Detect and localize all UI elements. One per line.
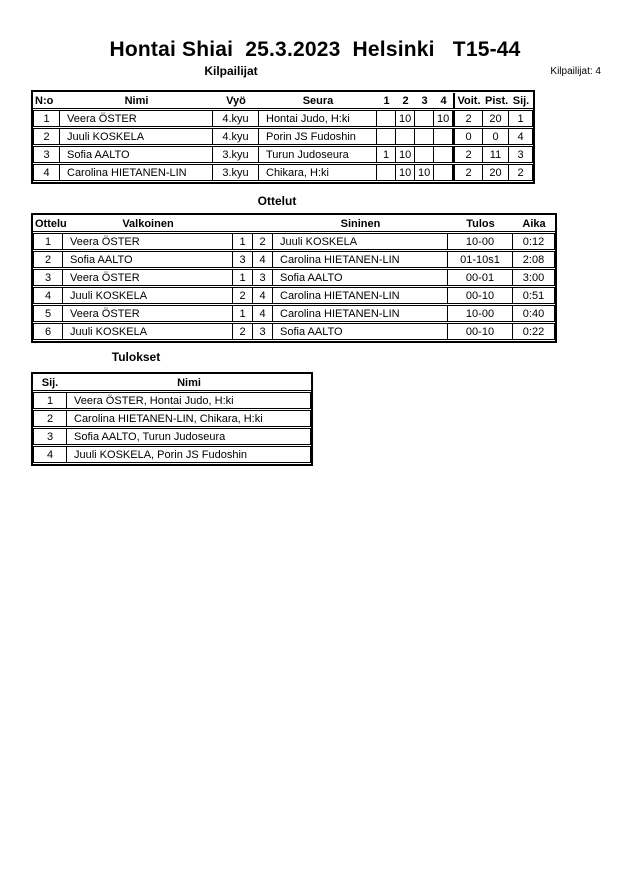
match-number: 6 <box>33 323 63 340</box>
score-vs-4 <box>434 128 453 145</box>
final-competitor: Carolina HIETANEN-LIN, Chikara, H:ki <box>67 410 311 427</box>
white-competitor: Sofia AALTO <box>63 251 233 268</box>
score-vs-3 <box>415 128 434 145</box>
competitor-belt: 3.kyu <box>213 146 259 163</box>
competitors-header-row <box>33 93 533 109</box>
table-row <box>33 410 311 427</box>
score-vs-3 <box>415 110 434 127</box>
competitor-number: 3 <box>33 146 60 163</box>
table-row <box>33 269 555 286</box>
table-row <box>33 128 533 145</box>
score-vs-1 <box>377 110 396 127</box>
final-placement: 1 <box>33 392 67 409</box>
placement: 2 <box>509 164 533 181</box>
competitor-count: Kilpailijat: 4 <box>550 66 601 77</box>
header-blue-number <box>253 216 273 232</box>
match-time: 3:00 <box>513 269 555 286</box>
match-time: 0:40 <box>513 305 555 322</box>
placement: 1 <box>509 110 533 127</box>
final-placement: 4 <box>33 446 67 463</box>
table-row <box>33 146 533 163</box>
match-number: 3 <box>33 269 63 286</box>
wins: 2 <box>453 110 483 127</box>
table-row <box>33 164 533 181</box>
white-number: 2 <box>233 287 253 304</box>
wins: 0 <box>453 128 483 145</box>
blue-number: 4 <box>253 251 273 268</box>
white-number: 2 <box>233 323 253 340</box>
match-result: 01-10s1 <box>448 251 513 268</box>
competitor-number: 4 <box>33 164 60 181</box>
final-placement: 3 <box>33 428 67 445</box>
results-table <box>31 372 313 466</box>
table-row <box>33 446 311 463</box>
match-result: 00-10 <box>448 287 513 304</box>
final-placement: 2 <box>33 410 67 427</box>
score-vs-4 <box>434 164 453 181</box>
header-nimi: Nimi <box>60 93 213 109</box>
points: 20 <box>483 110 509 127</box>
match-number: 5 <box>33 305 63 322</box>
header-sij: Sij. <box>33 375 67 391</box>
match-time: 0:22 <box>513 323 555 340</box>
final-competitor: Juuli KOSKELA, Porin JS Fudoshin <box>67 446 311 463</box>
header-pist: Pist. <box>483 93 509 109</box>
score-vs-1: 1 <box>377 146 396 163</box>
blue-number: 2 <box>253 233 273 250</box>
points: 11 <box>483 146 509 163</box>
header-ottelu: Ottelu <box>33 216 63 232</box>
wins: 2 <box>453 164 483 181</box>
results-header-row <box>33 375 311 391</box>
score-vs-2 <box>396 128 415 145</box>
white-number: 1 <box>233 305 253 322</box>
competitors-table <box>31 90 535 184</box>
match-time: 2:08 <box>513 251 555 268</box>
header-aika: Aika <box>513 216 555 232</box>
competitor-belt: 4.kyu <box>213 110 259 127</box>
blue-competitor: Sofia AALTO <box>273 269 448 286</box>
competitor-belt: 4.kyu <box>213 128 259 145</box>
header-valkoinen: Valkoinen <box>63 216 233 232</box>
matches-header-row <box>33 216 555 232</box>
competitor-name: Sofia AALTO <box>60 146 213 163</box>
points: 0 <box>483 128 509 145</box>
blue-competitor: Juuli KOSKELA <box>273 233 448 250</box>
competitor-name: Veera ÖSTER <box>60 110 213 127</box>
blue-competitor: Sofia AALTO <box>273 323 448 340</box>
blue-number: 4 <box>253 287 273 304</box>
white-competitor: Veera ÖSTER <box>63 305 233 322</box>
match-time: 0:12 <box>513 233 555 250</box>
header-white-number <box>233 216 253 232</box>
header-voit: Voit. <box>453 93 483 109</box>
match-result: 00-10 <box>448 323 513 340</box>
header-round-3: 3 <box>415 93 434 109</box>
table-row <box>33 287 555 304</box>
blue-number: 3 <box>253 269 273 286</box>
match-number: 4 <box>33 287 63 304</box>
blue-competitor: Carolina HIETANEN-LIN <box>273 251 448 268</box>
competitor-name: Carolina HIETANEN-LIN <box>60 164 213 181</box>
header-vyo: Vyö <box>213 93 259 109</box>
competitor-number: 1 <box>33 110 60 127</box>
white-number: 1 <box>233 233 253 250</box>
white-competitor: Juuli KOSKELA <box>63 287 233 304</box>
match-result: 10-00 <box>448 233 513 250</box>
header-round-2: 2 <box>396 93 415 109</box>
match-time: 0:51 <box>513 287 555 304</box>
blue-number: 4 <box>253 305 273 322</box>
final-competitor: Veera ÖSTER, Hontai Judo, H:ki <box>67 392 311 409</box>
matches-table <box>31 213 557 343</box>
competitor-club: Porin JS Fudoshin <box>259 128 377 145</box>
score-vs-2: 10 <box>396 164 415 181</box>
placement: 4 <box>509 128 533 145</box>
header-sij: Sij. <box>509 93 533 109</box>
points: 20 <box>483 164 509 181</box>
competitor-number: 2 <box>33 128 60 145</box>
header-tulos: Tulos <box>448 216 513 232</box>
blue-competitor: Carolina HIETANEN-LIN <box>273 305 448 322</box>
white-number: 3 <box>233 251 253 268</box>
table-row <box>33 392 311 409</box>
tournament-title: Hontai Shiai 25.3.2023 Helsinki T15-44 <box>109 38 521 61</box>
table-row <box>33 305 555 322</box>
table-row <box>33 323 555 340</box>
competitor-club: Turun Judoseura <box>259 146 377 163</box>
header-round-1: 1 <box>377 93 396 109</box>
match-number: 1 <box>33 233 63 250</box>
blue-competitor: Carolina HIETANEN-LIN <box>273 287 448 304</box>
competitors-section-title: Kilpailijat <box>204 64 258 78</box>
competitor-belt: 3.kyu <box>213 164 259 181</box>
header-round-4: 4 <box>434 93 453 109</box>
header-nimi: Nimi <box>67 375 311 391</box>
header-no: N:o <box>33 93 60 109</box>
match-number: 2 <box>33 251 63 268</box>
match-result: 10-00 <box>448 305 513 322</box>
competitor-name: Juuli KOSKELA <box>60 128 213 145</box>
table-row <box>33 233 555 250</box>
white-competitor: Juuli KOSKELA <box>63 323 233 340</box>
table-row <box>33 428 311 445</box>
match-result: 00-01 <box>448 269 513 286</box>
white-competitor: Veera ÖSTER <box>63 233 233 250</box>
table-row <box>33 251 555 268</box>
white-competitor: Veera ÖSTER <box>63 269 233 286</box>
header-seura: Seura <box>259 93 377 109</box>
competitor-club: Chikara, H:ki <box>259 164 377 181</box>
score-vs-4: 10 <box>434 110 453 127</box>
table-row <box>33 110 533 127</box>
wins: 2 <box>453 146 483 163</box>
score-vs-1 <box>377 128 396 145</box>
white-number: 1 <box>233 269 253 286</box>
score-vs-2: 10 <box>396 146 415 163</box>
final-competitor: Sofia AALTO, Turun Judoseura <box>67 428 311 445</box>
score-vs-3: 10 <box>415 164 434 181</box>
blue-number: 3 <box>253 323 273 340</box>
placement: 3 <box>509 146 533 163</box>
score-vs-3 <box>415 146 434 163</box>
score-vs-2: 10 <box>396 110 415 127</box>
competitor-club: Hontai Judo, H:ki <box>259 110 377 127</box>
score-vs-4 <box>434 146 453 163</box>
results-section-title: Tulokset <box>111 350 161 364</box>
header-sininen: Sininen <box>273 216 448 232</box>
matches-section-title: Ottelut <box>257 194 297 208</box>
score-vs-1 <box>377 164 396 181</box>
